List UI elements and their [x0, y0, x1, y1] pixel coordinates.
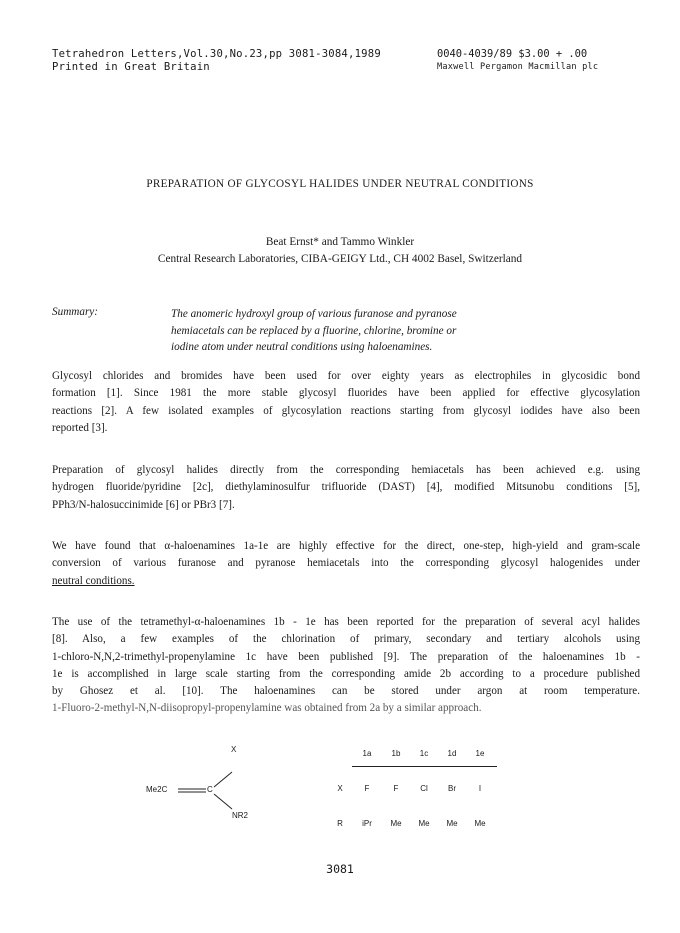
paragraph-4 [52, 614, 640, 718]
paragraph-line: reactions [2]. A few isolated examples of glycosylation reactions starting from glycosyl iodides have also been [52, 404, 640, 417]
paragraph-line: conversion of various furanose and pyranose hemiacetals into the corresponding glycosyl halogenides under [52, 557, 640, 570]
affiliation: Central Research Laboratories, CIBA-GEIGY Ltd., CH 4002 Basel, Switzerland [157, 253, 523, 265]
table-col-header: 1c [419, 749, 429, 758]
table-col-header: 1b [391, 749, 401, 758]
table-cell: Me [474, 819, 486, 828]
printed-in: Printed in Great Britain [52, 61, 210, 73]
paragraph-line: hydrogen fluoride/pyridine [2c], diethylaminosulfur trifluoride (DAST) [4], modified Mitsunobu conditions [5], [52, 481, 640, 494]
table-cell: Br [448, 784, 456, 793]
summary-line: The anomeric hydroxyl group of various furanose and pyranose [171, 308, 457, 320]
paragraph-1 [52, 368, 640, 437]
summary-line: iodine atom under neutral conditions using haloenamines. [171, 341, 433, 353]
structure-amine-label: NR2 [232, 811, 249, 820]
paragraph-line: 1-Fluoro-2-methyl-N,N-diisopropyl-propenylamine was obtained from 2a by a similar approach. [52, 702, 482, 715]
table-cell: Me [390, 819, 402, 828]
journal-header [52, 48, 381, 74]
compound-table [300, 745, 500, 840]
table-row-label: R [337, 819, 343, 828]
summary-text [171, 306, 531, 356]
haloenamine-structure [140, 745, 290, 840]
table-cell: F [393, 784, 399, 793]
journal-citation: Tetrahedron Letters,Vol.30,No.23,pp 3081-3084,1989 [52, 48, 381, 60]
paragraph-line: formation [1]. Since 1981 the more stable glycosyl fluorides have been applied for effective glycosylation [52, 387, 640, 400]
paper-title: PREPARATION OF GLYCOSYL HALIDES UNDER NEUTRAL CONDITIONS [146, 178, 534, 190]
paragraph-3 [52, 538, 640, 590]
table-col-header: 1e [475, 749, 485, 758]
paragraph-line: [8]. Also, a few examples of the chlorination of primary, secondary and tertiary alcohols using [52, 633, 640, 646]
table-col-header: 1d [447, 749, 457, 758]
summary-line: hemiacetals can be replaced by a fluorine, chlorine, bromine or [171, 324, 457, 337]
paragraph-2 [52, 462, 640, 514]
paragraph-line: 1-chloro-N,N,2-trimethyl-propenylamine 1c have been published [9]. The preparation of the haloenamines 1b - [52, 650, 640, 663]
paragraph-line: We have found that α-haloenamines 1a-1e are highly effective for the direct, one-step, high-yield and gram-scale [52, 540, 640, 552]
table-col-header: 1a [362, 749, 372, 758]
table-cell: Cl [420, 784, 428, 793]
paragraph-line: Preparation of glycosyl halides directly from the corresponding hemiacetals has been achieved e.g. using [52, 464, 640, 476]
author-list: Beat Ernst* and Tammo Winkler [265, 236, 415, 248]
paragraph-line: by Ghosez et al. [10]. The haloenamines can be stored under argon at room temperature. [52, 685, 640, 698]
paragraph-line: PPh3/N-halosuccinimide [6] or PBr3 [7]. [52, 498, 235, 511]
issn-price: 0040-4039/89 $3.00 + .00 [437, 48, 588, 60]
table-cell: I [478, 784, 482, 793]
publisher-name: Maxwell Pergamon Macmillan plc [437, 62, 599, 72]
paragraph-line: Glycosyl chlorides and bromides have been used for over eighty years as electrophiles in glycosidic bond [52, 370, 640, 382]
table-cell: iPr [362, 819, 372, 828]
page-number: 3081 [326, 862, 354, 876]
table-cell: F [364, 784, 370, 793]
structure-x-label: X [231, 745, 237, 754]
table-rule [352, 766, 497, 767]
table-cell: Me [446, 819, 458, 828]
structure-me2c-label: Me2C [146, 785, 168, 794]
publisher-header [437, 48, 598, 74]
table-cell: Me [418, 819, 430, 828]
structure-carbon-label: C [207, 785, 213, 794]
paragraph-line: neutral conditions. [52, 574, 135, 587]
summary-label: Summary: [52, 306, 98, 318]
table-row-label: X [337, 784, 343, 793]
paragraph-line: reported [3]. [52, 421, 108, 434]
paragraph-line: 1e is accomplished in large scale starting from the corresponding amide 2b according to a procedure published [52, 667, 640, 680]
paragraph-line: The use of the tetramethyl-α-haloenamines 1b - 1e has been reported for the preparation of several acyl halides [52, 616, 640, 628]
